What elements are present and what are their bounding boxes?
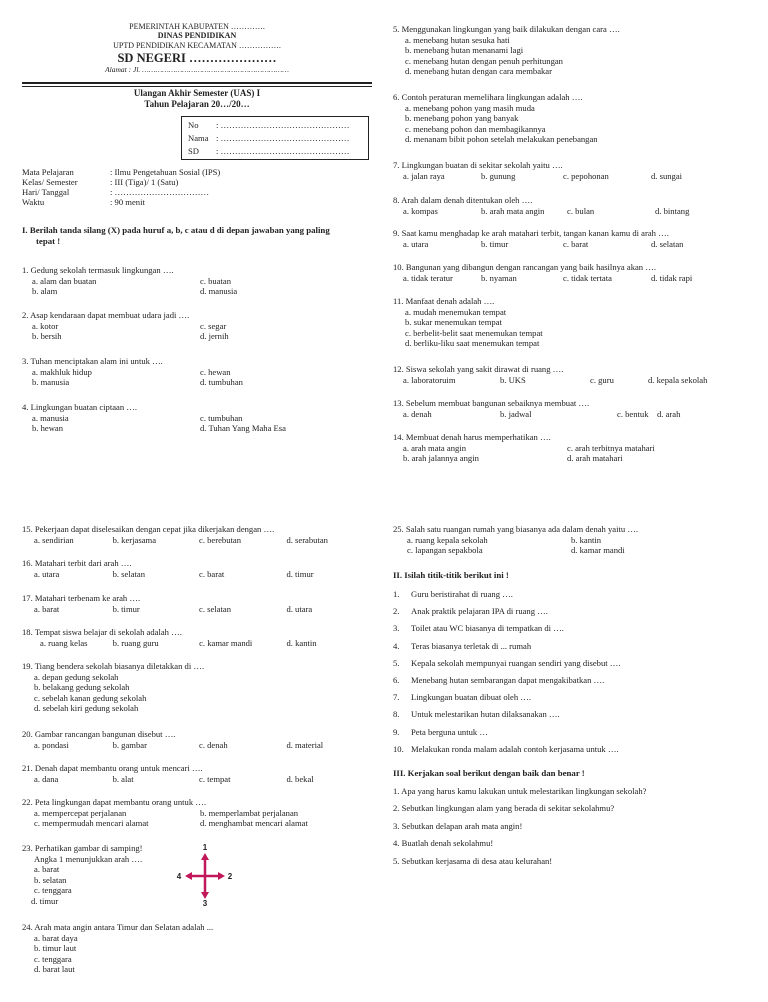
option-d[interactable]: d. kantin xyxy=(286,637,317,648)
item-number: 3. xyxy=(393,623,400,634)
option-b[interactable]: b. timur xyxy=(481,238,509,249)
item-text: Peta berguna untuk … xyxy=(411,726,488,737)
fill-in-item[interactable] xyxy=(393,724,743,741)
option-b[interactable]: b. arah jalannya angin xyxy=(403,453,479,464)
option-d[interactable]: d. jernih xyxy=(200,331,229,342)
option-b[interactable]: b. arah mata angin xyxy=(481,205,545,216)
option-b[interactable]: b. selatan xyxy=(112,568,146,579)
question-25 xyxy=(393,524,743,556)
option-a[interactable]: a. manusia xyxy=(32,412,69,423)
option-c[interactable]: c. berebutan xyxy=(199,534,242,545)
id-label: SD xyxy=(188,146,199,156)
item-number: 9. xyxy=(393,726,400,737)
header-rule-thin xyxy=(22,86,372,87)
question-12 xyxy=(393,364,743,385)
question-1 xyxy=(22,265,367,297)
section-3-title: III. Kerjakan soal berikut dengan baik dan benar ! xyxy=(393,768,585,778)
option-c[interactable]: c. hewan xyxy=(200,366,231,377)
exam-title xyxy=(22,88,372,110)
question-8 xyxy=(393,195,743,216)
option-c[interactable]: c. menebang hutan dengan penuh perhitungan xyxy=(405,55,563,66)
section-1-title-line1: I. Berilah tanda silang (X) pada huruf a, b, c atau d di depan jawaban yang paling xyxy=(22,225,330,235)
question-11 xyxy=(393,296,743,349)
question-text: 20. Gambar rancangan bangunan disebut …. xyxy=(22,729,176,739)
option-a[interactable]: a. barat xyxy=(34,864,60,875)
question-2 xyxy=(22,310,367,342)
question-text: 21. Denah dapat membantu orang untuk mencari …. xyxy=(22,763,203,773)
info-row xyxy=(22,197,367,207)
question-22 xyxy=(22,797,367,829)
fill-in-item[interactable] xyxy=(393,706,743,723)
option-a[interactable]: a. utara xyxy=(403,238,429,249)
option-c[interactable]: c. bulan xyxy=(567,205,595,216)
essay-item[interactable]: 5. Sebutkan kerjasama di desa atau kelurahan! xyxy=(393,855,553,866)
fill-in-item[interactable] xyxy=(393,741,743,758)
option-a[interactable]: a. tidak teratur xyxy=(403,272,453,283)
option-d[interactable]: d. menebang hutan dengan cara membakar xyxy=(405,66,552,77)
item-number: 4. xyxy=(393,640,400,651)
question-text: 24. Arah mata angin antara Timur dan Selatan adalah ... xyxy=(22,922,214,932)
section-1-title-line2: tepat ! xyxy=(36,236,61,246)
option-d[interactable]: d. Tuhan Yang Maha Esa xyxy=(200,423,286,434)
question-10 xyxy=(393,262,743,283)
item-text: Untuk melestarikan hutan dilaksanakan …. xyxy=(411,709,560,720)
option-c[interactable]: c. arah terbitnya matahari xyxy=(567,442,655,453)
question-text: 1. Gedung sekolah termasuk lingkungan …. xyxy=(22,265,174,275)
option-a[interactable]: a. ruang kelas xyxy=(40,637,88,648)
option-c[interactable]: c. sebelah kanan gedung sekolah xyxy=(34,692,147,703)
section-3 xyxy=(393,768,743,870)
option-row xyxy=(393,453,743,464)
item-text: Anak praktik pelajaran IPA di ruang …. xyxy=(411,606,548,617)
option-row xyxy=(393,545,743,556)
header-rule-thick xyxy=(22,82,372,84)
fill-in-item[interactable] xyxy=(393,689,743,706)
option-d[interactable]: d. timur xyxy=(31,895,59,906)
option-c[interactable]: c. kamar mandi xyxy=(199,637,253,648)
question-text: 17. Matahari terbenam ke arah …. xyxy=(22,593,141,603)
question-text: 8. Arah dalam denah ditentukan oleh …. xyxy=(393,195,533,205)
question-subtext: Angka 1 menunjukkan arah …. xyxy=(34,853,143,864)
option-d[interactable]: d. berliku-liku saat menemukan tempat xyxy=(405,338,540,349)
question-16 xyxy=(22,558,367,579)
item-text: Lingkungan buatan dibuat oleh …. xyxy=(411,692,532,703)
option-a[interactable]: a. depan gedung sekolah xyxy=(34,671,119,682)
option-a[interactable]: a. barat xyxy=(34,603,60,614)
essay-item[interactable]: 1. Apa yang harus kamu lakukan untuk melestarikan lingkungan sekolah? xyxy=(393,786,647,796)
info-value: : …………………………… xyxy=(110,187,210,197)
option-b[interactable]: b. jadwal xyxy=(500,408,532,419)
option-b[interactable]: b. kerjasama xyxy=(112,534,157,545)
exam-name: Ulangan Akhir Semester (UAS) I xyxy=(133,88,261,98)
option-d[interactable]: d. timur xyxy=(286,568,314,579)
question-text: 18. Tempat siswa belajar di sekolah adalah …. xyxy=(22,627,182,637)
option-d[interactable]: d. material xyxy=(286,739,324,750)
question-3 xyxy=(22,356,367,388)
compass-label-3: 3 xyxy=(202,899,208,908)
option-b[interactable]: b. kantin xyxy=(571,534,602,545)
id-field[interactable]: : ……………………………………… xyxy=(216,133,350,143)
item-text: Teras biasanya terletak di ... rumah xyxy=(411,640,532,651)
uptd-line: UPTD PENDIDIKAN KECAMATAN ……………. xyxy=(113,40,281,50)
essay-item[interactable]: 3. Sebutkan delapan arah mata angin! xyxy=(393,820,523,831)
option-b[interactable]: b. UKS xyxy=(500,374,526,385)
option-b[interactable]: b. ruang guru xyxy=(112,637,159,648)
option-b[interactable]: b. gunung xyxy=(481,170,516,181)
option-a[interactable]: a. mudah menemukan tempat xyxy=(405,306,507,317)
question-18 xyxy=(22,627,367,648)
question-text: 23. Perhatikan gambar di samping! xyxy=(22,843,143,853)
question-19 xyxy=(22,661,367,714)
item-text: Menebang hutan sembarangan dapat mengakibatkan …. xyxy=(411,675,605,686)
fill-in-item[interactable] xyxy=(393,638,743,655)
question-7 xyxy=(393,160,743,181)
option-row xyxy=(22,321,367,332)
option-c[interactable]: c. barat xyxy=(199,568,225,579)
option-a[interactable]: a. kompas xyxy=(403,205,438,216)
option-c[interactable]: c. mempermudah mencari alamat xyxy=(34,818,149,829)
option-b[interactable]: b. selatan xyxy=(34,874,67,885)
option-row xyxy=(393,409,743,420)
essay-item[interactable]: 2. Sebutkan lingkungan alam yang berada di sekitar sekolahmu? xyxy=(393,803,615,814)
question-text: 3. Tuhan menciptakan alam ini untuk …. xyxy=(22,356,163,366)
fill-in-item[interactable] xyxy=(393,672,743,689)
item-number: 7. xyxy=(393,692,400,703)
option-c[interactable]: c. lapangan sepakbola xyxy=(407,545,483,556)
item-text: Guru beristirahat di ruang …. xyxy=(411,589,513,599)
option-a[interactable]: a. jalan raya xyxy=(403,170,445,181)
question-14 xyxy=(393,432,743,464)
option-d[interactable]: d. kamar mandi xyxy=(571,545,625,556)
compass-icon xyxy=(172,842,238,908)
option-c[interactable]: c. barat xyxy=(563,238,589,249)
compass-label-1: 1 xyxy=(202,843,208,852)
option-d[interactable]: d. menanam bibit pohon setelah melakukan penebangan xyxy=(405,134,598,145)
option-row xyxy=(393,273,743,284)
info-row xyxy=(22,167,367,177)
question-text: 9. Saat kamu menghadap ke arah matahari terbit, tangan kanan kamu di arah …. xyxy=(393,228,669,238)
option-a[interactable]: a. alam dan buatan xyxy=(32,275,97,286)
option-a[interactable]: a. menebang pohon yang masih muda xyxy=(405,102,535,113)
option-row xyxy=(393,206,743,217)
option-d[interactable]: d. utara xyxy=(286,603,313,614)
question-text: 25. Salah satu ruangan rumah yang biasanya ada dalam denah yaitu …. xyxy=(393,524,639,534)
item-text: Melakukan ronda malam adalah contoh kerjasama untuk …. xyxy=(411,743,619,754)
option-a[interactable]: a. sendirian xyxy=(34,534,74,545)
essay-list xyxy=(393,783,743,870)
item-number: 2. xyxy=(393,606,400,617)
dept-line: DINAS PENDIDIKAN xyxy=(157,31,237,41)
option-b[interactable]: b. sukar menemukan tempat xyxy=(405,317,502,328)
fill-in-item[interactable] xyxy=(393,586,743,603)
id-row-sd xyxy=(188,145,368,158)
option-d[interactable]: d. arah xyxy=(657,408,681,419)
question-24 xyxy=(22,922,367,975)
fill-in-item[interactable] xyxy=(393,655,743,672)
option-row xyxy=(22,286,367,297)
option-a[interactable]: a. arah mata angin xyxy=(403,442,466,453)
id-field[interactable]: : ……………………………………… xyxy=(216,120,350,130)
option-b[interactable]: b. hewan xyxy=(32,423,64,434)
option-a[interactable]: a. ruang kepala sekolah xyxy=(407,534,488,545)
question-text: 16. Matahari terbit dari arah …. xyxy=(22,558,132,568)
option-a[interactable]: a. barat daya xyxy=(34,932,78,943)
compass-label-4: 4 xyxy=(176,872,182,881)
option-c[interactable]: c. tenggara xyxy=(34,953,72,964)
option-row xyxy=(22,377,367,388)
option-b[interactable]: b. nyaman xyxy=(481,272,517,283)
fill-in-item[interactable] xyxy=(393,603,743,620)
option-c[interactable]: c. segar xyxy=(200,320,227,331)
item-number: 5. xyxy=(393,657,400,668)
option-row xyxy=(22,808,367,819)
question-text: 6. Contoh peraturan memelihara lingkungan adalah …. xyxy=(393,92,583,102)
info-value: : 90 menit xyxy=(110,197,145,207)
question-text: 4. Lingkungan buatan ciptaan …. xyxy=(22,402,138,412)
info-label: Kelas/ Semester xyxy=(22,177,78,187)
info-label: Mata Pelajaran xyxy=(22,167,74,177)
option-c[interactable]: c. bentuk xyxy=(617,408,649,419)
option-d[interactable]: d. menghambat mencari alamat xyxy=(200,818,308,829)
option-b[interactable]: b. gambar xyxy=(112,739,147,750)
gov-line: PEMERINTAH KABUPATEN …………. xyxy=(129,22,265,31)
option-d[interactable]: d. sebelah kiri gedung sekolah xyxy=(34,703,139,714)
option-c[interactable]: c. menebang pohon dan membagikannya xyxy=(405,123,546,134)
id-row-nama xyxy=(188,132,368,145)
section-2-title: II. Isilah titik-titik berikut ini ! xyxy=(393,570,509,580)
option-row xyxy=(393,171,743,182)
info-label: Hari/ Tanggal xyxy=(22,187,70,197)
id-row-no xyxy=(188,119,368,132)
question-text: 13. Sebelum membuat bangunan sebaiknya membuat …. xyxy=(393,398,590,408)
question-15 xyxy=(22,524,367,545)
question-text: 14. Membuat denah harus memperhatikan …. xyxy=(393,432,551,442)
option-row xyxy=(22,535,367,546)
id-label: Nama xyxy=(188,133,209,143)
option-b[interactable]: b. memperlambat perjalanan xyxy=(200,807,299,818)
option-c[interactable]: c. selatan xyxy=(199,603,231,614)
option-a[interactable]: a. mempercepat perjalanan xyxy=(34,807,127,818)
option-d[interactable]: d. tidak rapi xyxy=(651,272,693,283)
info-value: : Ilmu Pengetahuan Sosial (IPS) xyxy=(110,167,221,177)
option-row xyxy=(22,569,367,580)
question-text: 19. Tiang bendera sekolah biasanya diletakkan di …. xyxy=(22,661,205,671)
info-row xyxy=(22,187,367,197)
option-b[interactable]: b. timur xyxy=(112,603,140,614)
option-row xyxy=(22,276,367,287)
question-13 xyxy=(393,398,743,419)
option-row xyxy=(22,774,367,785)
id-label: No xyxy=(188,120,199,130)
info-row xyxy=(22,177,367,187)
question-text: 2. Asap kendaraan dapat membuat udara jadi …. xyxy=(22,310,190,320)
question-text: 22. Peta lingkungan dapat membantu orang untuk …. xyxy=(22,797,207,807)
section-2 xyxy=(393,570,743,758)
fill-in-list xyxy=(393,586,743,758)
option-b[interactable]: b. alam xyxy=(32,286,58,297)
id-field[interactable]: : ……………………………………… xyxy=(216,146,350,156)
option-row xyxy=(393,535,743,546)
option-a[interactable]: a. makhluk hidup xyxy=(32,366,92,377)
item-text: Toilet atau WC biasanya di tempatkan di …. xyxy=(411,623,564,634)
item-number: 6. xyxy=(393,675,400,686)
question-9 xyxy=(393,228,743,249)
option-row xyxy=(393,375,743,386)
school-address: Alamat : Jl. ………………………………………………………… xyxy=(105,65,289,75)
option-a[interactable]: a. utara xyxy=(34,568,60,579)
option-d[interactable]: d. manusia xyxy=(200,286,238,297)
student-id-box xyxy=(181,116,369,160)
option-c[interactable]: c. guru xyxy=(590,374,614,385)
option-row xyxy=(22,818,367,829)
option-row xyxy=(22,413,367,424)
item-text: Kepala sekolah mempunyai ruangan sendiri yang disebut …. xyxy=(411,657,621,668)
option-c[interactable]: c. tenggara xyxy=(34,885,72,896)
question-text: 12. Siswa sekolah yang sakit dirawat di ruang …. xyxy=(393,364,564,374)
option-b[interactable]: b. manusia xyxy=(32,377,70,388)
option-row xyxy=(22,423,367,434)
question-text: 11. Manfaat denah adalah …. xyxy=(393,296,495,306)
option-row xyxy=(22,331,367,342)
school-name: SD NEGERI ………………… xyxy=(117,51,277,66)
question-21 xyxy=(22,763,367,784)
option-row xyxy=(22,367,367,378)
option-row xyxy=(22,638,367,649)
option-a[interactable]: a. menebang hutan sesuka hati xyxy=(405,34,510,45)
question-text: 5. Menggunakan lingkungan yang baik dilakukan dengan cara …. xyxy=(393,24,620,34)
subject-info xyxy=(22,167,367,207)
fill-in-item[interactable] xyxy=(393,620,743,637)
option-d[interactable]: d. bintang xyxy=(655,205,690,216)
question-6 xyxy=(393,92,743,145)
item-number: 8. xyxy=(393,709,400,720)
option-c[interactable]: c. berbelit-belit saat menemukan tempat xyxy=(405,327,543,338)
option-row xyxy=(393,239,743,250)
question-20 xyxy=(22,729,367,750)
question-text: 15. Pekerjaan dapat diselesaikan dengan cepat jika dikerjakan dengan …. xyxy=(22,524,275,534)
option-b[interactable]: b. bersih xyxy=(32,331,62,342)
question-text: 10. Bangunan yang dibangun dengan rancangan yang baik hasilnya akan …. xyxy=(393,262,656,272)
option-b[interactable]: b. menebang pohon yang banyak xyxy=(405,113,519,124)
option-a[interactable]: a. denah xyxy=(403,408,432,419)
option-b[interactable]: b. menebang hutan menanami lagi xyxy=(405,45,524,56)
info-label: Waktu xyxy=(22,197,45,207)
option-c[interactable]: c. tempat xyxy=(199,773,231,784)
option-a[interactable]: a. pondasi xyxy=(34,739,69,750)
option-d[interactable]: d. arah matahari xyxy=(567,453,623,464)
option-d[interactable]: d. sungai xyxy=(651,170,683,181)
option-a[interactable]: a. laboratoruim xyxy=(403,374,456,385)
option-d[interactable]: d. barat laut xyxy=(34,964,75,975)
option-c[interactable]: c. pepohonan xyxy=(563,170,609,181)
school-header xyxy=(22,22,372,75)
option-b[interactable]: b. alat xyxy=(112,773,134,784)
question-5 xyxy=(393,24,743,77)
option-a[interactable]: a. kotor xyxy=(32,320,59,331)
essay-item[interactable]: 4. Buatlah denah sekolahmu! xyxy=(393,838,494,849)
section-1-title xyxy=(22,225,367,247)
option-d[interactable]: d. tumbuhan xyxy=(200,377,243,388)
option-b[interactable]: b. belakang gedung sekolah xyxy=(34,682,130,693)
exam-year: Tahun Pelajaran 20…/20… xyxy=(144,99,250,109)
info-value: : III (Tiga)/ 1 (Satu) xyxy=(110,177,179,187)
option-d[interactable]: d. kepala sekolah xyxy=(648,374,708,385)
option-d[interactable]: d. selatan xyxy=(651,238,684,249)
compass-label-2: 2 xyxy=(227,872,233,881)
option-c[interactable]: c. tidak tertata xyxy=(563,272,612,283)
question-text: 7. Lingkungan buatan di sekitar sekolah yaitu …. xyxy=(393,160,563,170)
option-d[interactable]: d. serabutan xyxy=(286,534,328,545)
option-c[interactable]: c. buatan xyxy=(200,275,232,286)
option-d[interactable]: d. bekal xyxy=(286,773,314,784)
question-4 xyxy=(22,402,367,434)
option-row xyxy=(22,604,367,615)
item-number: 10. xyxy=(393,743,404,754)
option-b[interactable]: b. timur laut xyxy=(34,943,77,954)
option-row xyxy=(22,740,367,751)
option-row xyxy=(393,443,743,454)
option-c[interactable]: c. tumbuhan xyxy=(200,412,243,423)
question-17 xyxy=(22,593,367,614)
option-c[interactable]: c. denah xyxy=(199,739,228,750)
option-a[interactable]: a. dana xyxy=(34,773,59,784)
item-number: 1. xyxy=(393,589,400,599)
